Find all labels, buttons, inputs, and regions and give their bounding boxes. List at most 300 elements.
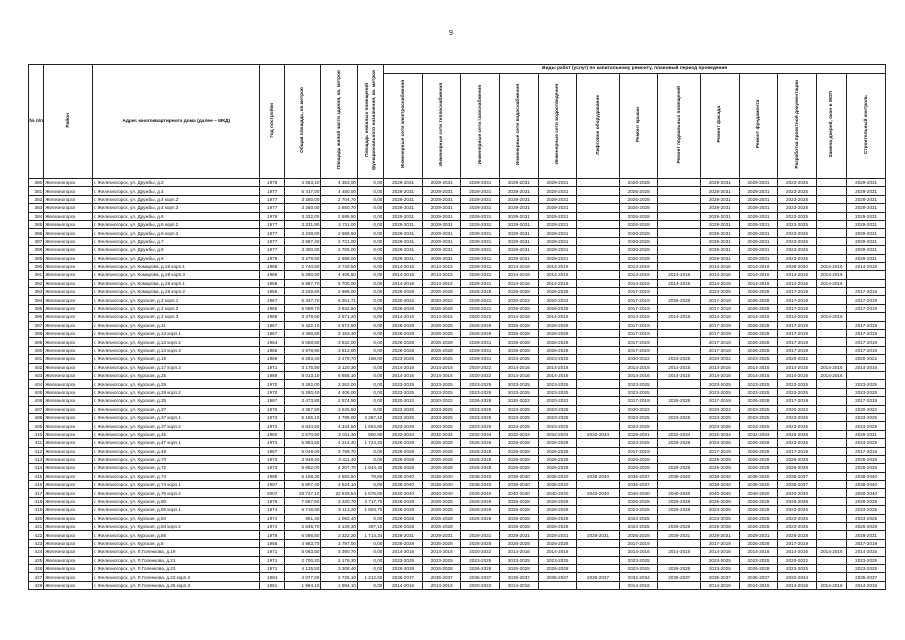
table-cell: 2026-2028 [422,564,461,572]
table-cell: 2026-2028 [538,564,577,572]
table-cell [847,279,886,287]
table-cell: 2026-2028 [422,506,461,514]
table-cell: 2029-2031 [461,338,500,346]
table-cell: г. Железногорск, ул. Комарова, д.28 корп.1 [92,279,260,287]
table-cell: 2026-2028 [384,447,423,455]
table-cell [577,321,620,329]
table-cell: 2040-2040 [847,489,886,497]
table-cell: Железногорск [44,497,93,505]
table-cell: 168,00 [357,355,383,363]
table-cell: 2023-2025 [739,355,778,363]
table-cell: 2023-2025 [619,439,658,447]
table-cell: Железногорск [44,506,93,514]
table-cell: 2026-2028 [500,338,539,346]
table-cell: 2026-2028 [739,338,778,346]
table-cell: 2029-2031 [461,212,500,220]
table-cell: 5 953,50 [284,439,321,447]
table-cell: 5 417,00 [284,187,321,195]
table-cell [577,481,620,489]
table-cell: 22 829,54 [321,489,358,497]
table-cell: 2029-2031 [500,254,539,262]
table-cell: 2023-2025 [701,556,740,564]
table-cell: 1967 [260,447,284,455]
table-cell: 2026-2028 [778,430,817,438]
table-cell: 2014-2016 [778,279,817,287]
table-cell: 991,40 [284,514,321,522]
table-cell: г. Железногорск, ул. Курская, д.74 корп.1 [92,481,260,489]
table-cell: г. Железногорск, ул. Курская, д.35 [92,397,260,405]
table-cell: 2 717,70 [357,497,383,505]
table-cell: 2014-2016 [384,279,423,287]
table-cell [816,564,846,572]
table-cell: 2026-2028 [778,464,817,472]
table-cell: 2026-2028 [778,497,817,505]
table-cell: 2029-2031 [422,246,461,254]
table-cell: 3 322,20 [321,531,358,539]
table-cell: 2026-2028 [739,288,778,296]
table-cell: Железногорск [44,447,93,455]
table-cell: 2029-2031 [461,204,500,212]
table-cell: 2029-2031 [538,187,577,195]
table-cell: 2020-2022 [500,296,539,304]
table-cell: 0,00 [357,279,383,287]
table-cell: 2026-2028 [384,564,423,572]
table-row [29,304,886,312]
table-cell: 2026-2028 [384,330,423,338]
table-cell: 2029-2031 [500,220,539,228]
table-cell: 2017-2019 [847,539,886,547]
table-cell: г. Железногорск, ул. Дружбы, д.6 корп.2 [92,229,260,237]
table-cell: 1 603,70 [357,506,383,514]
table-cell: г. Железногорск, ул. Курская, д.8 [92,539,260,547]
table-cell: 0,00 [357,296,383,304]
table-cell: 2014-2016 [701,271,740,279]
table-row [29,388,886,396]
table-cell: 0,00 [357,204,383,212]
table-cell: 2017-2019 [778,397,817,405]
header-year: Год постройки [260,65,284,179]
table-cell: 2029-2031 [461,355,500,363]
table-cell: 2026-2028 [422,497,461,505]
table-cell: 2026-2028 [538,304,577,312]
table-cell: 497,10 [357,523,383,531]
table-cell [577,204,620,212]
table-cell: 2038-2040 [739,481,778,489]
table-cell: 2029-2031 [739,220,778,228]
table-cell: 2029-2031 [538,246,577,254]
table-cell: 2029-2031 [461,195,500,203]
table-cell [816,514,846,522]
table-cell: 0,00 [357,388,383,396]
table-cell: 4 357,50 [284,405,321,413]
table-cell: 2026-2028 [500,514,539,522]
table-cell: 419 [29,506,44,514]
table-cell: 1974 [260,523,284,531]
table-cell: 2014-2016 [739,271,778,279]
table-cell [816,405,846,413]
table-cell: г. Железногорск, ул. Дружбы, д.8 [92,246,260,254]
table-cell [577,338,620,346]
table-cell: 2038-2040 [422,481,461,489]
table-cell [658,288,701,296]
table-cell: 2 011,30 [321,430,358,438]
table-cell: 1977 [260,246,284,254]
table-cell: 2032-2034 [461,430,500,438]
table-cell: 1 714,34 [357,531,383,539]
table-cell: 2014-2016 [538,271,577,279]
table-cell: 2026-2028 [384,288,423,296]
table-cell: 2023-2025 [461,405,500,413]
table-cell: 2026-2028 [461,464,500,472]
table-cell: 2026-2028 [658,296,701,304]
table-cell: 500,90 [357,430,383,438]
table-cell: 2029-2031 [422,212,461,220]
table-row [29,573,886,581]
table-cell: 3 390,70 [321,548,358,556]
table-cell: 2014-2016 [739,279,778,287]
table-cell: 405 [29,388,44,396]
table-cell: 1980 [260,430,284,438]
table-cell: 2014-2016 [739,363,778,371]
table-cell: 2026-2028 [739,539,778,547]
table-cell: 0,00 [357,556,383,564]
table-cell: 2023-2025 [739,388,778,396]
table-cell: 2023-2025 [739,380,778,388]
table-cell: 2017-2019 [619,338,658,346]
table-cell: 1997 [260,481,284,489]
table-cell: 2029-2031 [658,531,701,539]
table-cell: 401 [29,355,44,363]
table-cell: 2023-2025 [778,246,817,254]
table-row [29,430,886,438]
table-cell: 2017-2019 [701,338,740,346]
table-row [29,296,886,304]
table-cell: Железногорск [44,212,93,220]
table-cell: 3 479,70 [321,355,358,363]
table-cell: 0,00 [357,330,383,338]
table-cell: 1 212,60 [357,573,383,581]
table-cell: 2038-2040 [847,472,886,480]
table-cell: 0,00 [357,380,383,388]
table-cell: 382 [29,195,44,203]
table-cell: г. Железногорск, ул. Курская, д.76 корп.2 [92,489,260,497]
table-cell [577,539,620,547]
table-cell: 1 994,10 [321,581,358,589]
table-cell: 1 994,10 [284,581,321,589]
table-cell: 0,00 [357,195,383,203]
table-cell: 5 089,70 [284,304,321,312]
table-cell: 2 129,30 [321,523,358,531]
table-cell: 2014-2016 [422,313,461,321]
table-cell: 2023-2025 [701,506,740,514]
table-cell: 2026-2028 [422,514,461,522]
table-row [29,405,886,413]
table-cell: 3 331,90 [284,220,321,228]
table-cell: 2014-2016 [816,262,846,270]
table-cell: 2029-2031 [461,262,500,270]
table-cell: 2040-2040 [577,489,620,497]
table-cell: 2014-2016 [384,371,423,379]
table-cell: 2029-2031 [500,195,539,203]
table-cell: 2026-2028 [619,212,658,220]
table-cell: 2029-2031 [461,304,500,312]
table-cell [577,288,620,296]
table-cell: 1973 [260,455,284,463]
table-cell: 2026-2028 [500,523,539,531]
table-cell [816,338,846,346]
table-cell [816,422,846,430]
table-cell: 2026-2028 [538,464,577,472]
table-cell: 2026-2028 [847,455,886,463]
table-cell: 2014-2016 [778,313,817,321]
table-cell: 2017-2019 [778,539,817,547]
table-cell: 2023-2025 [778,564,817,572]
table-cell: Железногорск [44,355,93,363]
table-cell: 5 113,20 [321,506,358,514]
table-cell [816,355,846,363]
table-cell: 423 [29,539,44,547]
table-cell: 2026-2028 [619,237,658,245]
table-cell: 2023-2025 [778,380,817,388]
table-cell: г. Железногорск, ул. Л.Голенкова, д.25 корп.3 [92,581,260,589]
table-cell: 393 [29,288,44,296]
table-cell: Железногорск [44,195,93,203]
table-cell: г. Железногорск, ул. Дружбы, д.7 [92,237,260,245]
table-cell: 2026-2028 [619,455,658,463]
table-cell: 2023-2025 [538,413,577,421]
table-cell: 0,00 [357,288,383,296]
table-cell: 2014-2016 [816,271,846,279]
table-cell: г. Железногорск, ул. Дружбы, д.9 [92,254,260,262]
table-cell: 387 [29,237,44,245]
table-cell: 2 725,10 [321,573,358,581]
table-cell: 5 063,50 [284,548,321,556]
table-cell: 2026-2028 [500,304,539,312]
table-cell: 3 687,40 [284,237,321,245]
table-cell: 2026-2028 [658,464,701,472]
table-cell: 4 978,90 [284,346,321,354]
table-cell: 2017-2019 [701,330,740,338]
table-cell: г. Железногорск, ул. Курская, д.37 корп.2 [92,422,260,430]
table-cell: г. Железногорск, ул. Курская, д.47 корп.1 [92,439,260,447]
table-cell: г. Железногорск, ул. Курская, д.29 [92,380,260,388]
table-cell: 390 [29,262,44,270]
table-cell: 2029-2031 [422,187,461,195]
table-cell [816,330,846,338]
table-cell: 4 524,10 [321,481,358,489]
table-cell: 1977 [260,229,284,237]
table-cell: 2026-2028 [500,321,539,329]
table-cell: 3 797,00 [321,539,358,547]
table-cell [816,539,846,547]
table-cell: 2029-2031 [461,187,500,195]
table-cell: 4 480,00 [321,187,358,195]
table-cell: 2029-2031 [847,430,886,438]
table-cell: 2029-2031 [739,212,778,220]
table-cell: 2035-2037 [778,472,817,480]
table-cell: Железногорск [44,380,93,388]
table-cell: 2023-2025 [701,288,740,296]
table-cell: 2029-2031 [538,204,577,212]
table-cell: г. Железногорск, ул. Курская, д.74 [92,472,260,480]
table-cell: 2026-2028 [739,397,778,405]
table-cell: г. Железногорск, ул. Курская, д.80 [92,497,260,505]
table-cell: 2023-2025 [461,380,500,388]
table-cell: 2038-2040 [500,472,539,480]
table-cell: 2023-2025 [701,422,740,430]
table-row [29,204,886,212]
table-cell: 2026-2028 [461,330,500,338]
table-cell: г. Железногорск, ул. Курская, д.84 корп.2 [92,523,260,531]
table-cell: 2020-2022 [778,405,817,413]
table-cell: 2023-2025 [847,388,886,396]
table-cell: 5 852,00 [284,464,321,472]
table-cell: 2026-2028 [739,439,778,447]
table-cell: 412 [29,447,44,455]
table-cell: 2023-2025 [619,514,658,522]
table-cell: Железногорск [44,388,93,396]
table-cell: 2017-2019 [619,346,658,354]
table-cell: 2014-2016 [658,371,701,379]
table-cell: Железногорск [44,279,93,287]
table-cell [658,179,701,187]
table-cell: 2017-2019 [778,447,817,455]
table-cell: 2026-2028 [701,523,740,531]
table-cell: 2014-2016 [619,363,658,371]
table-cell: 392 [29,279,44,287]
table-cell: 2014-2016 [778,271,817,279]
table-cell: г. Железногорск, ул. Дружбы, д.6 [92,212,260,220]
table-cell [658,405,701,413]
table-cell: 6 857,70 [284,279,321,287]
table-cell: 2032-2034 [658,430,701,438]
table-row [29,288,886,296]
table-row [29,397,886,405]
table-cell: 2029-2031 [847,204,886,212]
table-cell: 2029-2031 [577,531,620,539]
table-cell: 2014-2016 [816,581,846,589]
table-cell: 2023-2025 [538,355,577,363]
table-cell: 1970 [260,405,284,413]
table-cell: 2023-2025 [422,405,461,413]
table-cell: 2029-2031 [847,220,886,228]
table-cell: 1968 [260,262,284,270]
table-cell: 1961 [260,581,284,589]
table-cell: 2020-2022 [384,397,423,405]
table-cell: г. Железногорск, ул. Курская, д.15 [92,355,260,363]
table-cell: 2026-2028 [538,330,577,338]
table-cell: 413 [29,455,44,463]
table-cell: 2014-2016 [816,363,846,371]
table-cell: 0,00 [357,363,383,371]
table-cell: 2026-2028 [422,288,461,296]
table-cell [658,388,701,396]
table-cell: 2029-2031 [461,229,500,237]
table-cell: 2029-2031 [461,237,500,245]
table-cell [847,371,886,379]
table-cell: 2026-2028 [384,506,423,514]
table-cell: 0,00 [357,514,383,522]
table-cell: 2014-2016 [422,279,461,287]
table-cell [658,321,701,329]
table-cell: 2029-2031 [538,237,577,245]
table-cell: 2014-2016 [847,363,886,371]
table-cell: Железногорск [44,346,93,354]
table-cell: 2029-2031 [461,254,500,262]
table-cell: 2017-2019 [701,321,740,329]
table-row [29,548,886,556]
table-cell: 2029-2031 [701,254,740,262]
table-cell: г. Железногорск, ул. Дружбы, д.4 [92,187,260,195]
table-cell [577,296,620,304]
table-cell: 2026-2028 [500,330,539,338]
table-cell: 2023-2025 [847,380,886,388]
table-cell: 420 [29,514,44,522]
table-cell: 2023-2025 [619,564,658,572]
table-cell: 2023-2025 [384,422,423,430]
table-cell: 2023-2025 [778,195,817,203]
table-cell: 2026-2028 [619,187,658,195]
table-cell [816,531,846,539]
table-cell: 2023-2025 [500,556,539,564]
table-row [29,472,886,480]
table-cell: 1968 [260,279,284,287]
table-cell: 4 344,50 [321,422,358,430]
table-cell: 409 [29,422,44,430]
page-number: 9 [449,30,453,37]
header-work-8: Ремонт подвальных помещений [658,73,701,178]
table-cell [577,220,620,228]
table-cell: 0,00 [357,237,383,245]
table-cell: Железногорск [44,220,93,228]
table-cell [658,220,701,228]
table-cell: 2029-2031 [461,531,500,539]
table-cell: 2029-2031 [500,187,539,195]
table-cell: 2014-2016 [847,548,886,556]
table-cell: 2038-2040 [701,481,740,489]
table-cell: 2026-2028 [422,346,461,354]
table-cell: 2026-2028 [658,497,701,505]
table-cell: 2029-2031 [701,187,740,195]
table-cell: 404 [29,380,44,388]
table-cell: 2029-2031 [384,212,423,220]
table-cell: Железногорск [44,271,93,279]
table-cell: 2029-2031 [847,195,886,203]
table-cell: 2029-2031 [739,187,778,195]
table-cell [816,573,846,581]
table-cell: 416 [29,481,44,489]
table-cell: 2023-2025 [847,413,886,421]
table-cell [658,346,701,354]
table-cell: г. Железногорск, ул. Дружбы, д.6 корп.2 [92,220,260,228]
table-cell [577,506,620,514]
table-cell: 2038-2040 [384,472,423,480]
table-cell [816,237,846,245]
table-cell: 2020-2022 [538,397,577,405]
table-cell: 1972 [260,422,284,430]
table-cell [816,413,846,421]
table-cell: 2023-2025 [538,388,577,396]
table-row [29,363,886,371]
table-cell: 2017-2019 [778,296,817,304]
table-cell: Железногорск [44,573,93,581]
table-cell [577,313,620,321]
table-cell: 2026-2028 [658,439,701,447]
table-cell: 2026-2028 [422,464,461,472]
header-work-5: Инженерные сети водоотведения [538,73,577,178]
table-cell: 2026-2028 [422,330,461,338]
table-cell: 2029-2031 [384,195,423,203]
